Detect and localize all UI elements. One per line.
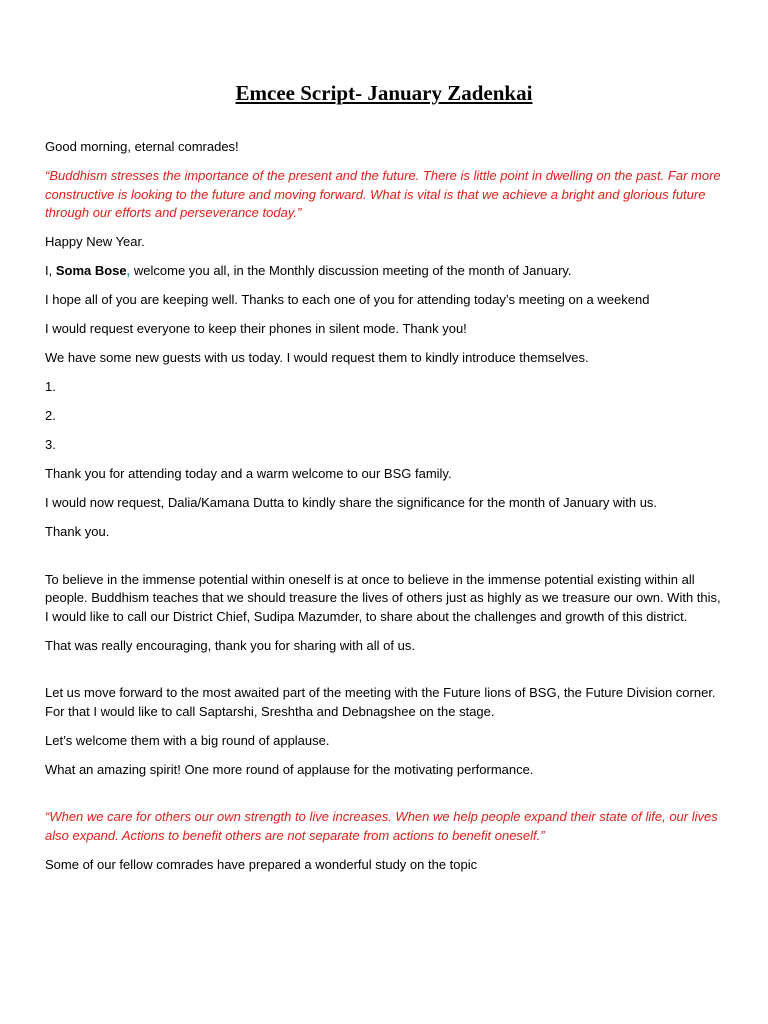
intro-prefix: I, (45, 263, 56, 278)
welcome-family-paragraph: Thank you for attending today and a warm welcome to our BSG family. (45, 466, 452, 481)
hope-paragraph: I hope all of you are keeping well. Thanks to each one of you for attending today’s meeting on a weekend (45, 292, 650, 307)
encouraging-paragraph: That was really encouraging, thank you for sharing with all of us. (45, 637, 415, 653)
intro-suffix: welcome you all, in the Monthly discussion meeting of the month of January. (130, 263, 572, 278)
list-item: 2. (45, 408, 56, 423)
document-title (0, 80, 768, 106)
thank-you-paragraph: Thank you. (45, 524, 110, 539)
potential-paragraph: To believe in the immense potential within oneself is at once to believe in the immense potential existing within all people. Buddhism teaches that we should treasure the lives of others just as highly as we treasure our own. With this, I would like to call our District Chief, Sudipa Mazumder, to share about the challenges and growth of this district. (45, 571, 721, 624)
emcee-name: Soma Bose (55, 263, 127, 278)
spirit-paragraph: What an amazing spirit! One more round of applause for the motivating performance. (45, 761, 534, 777)
list-item: 3. (45, 437, 56, 452)
guests-paragraph: We have some new guests with us today. I would request them to kindly introduce themselves. (45, 350, 589, 365)
phones-paragraph: I would request everyone to keep their phones in silent mode. Thank you! (45, 321, 467, 336)
study-paragraph: Some of our fellow comrades have prepared a wonderful study on the topic (45, 856, 478, 872)
intro-paragraph (45, 262, 725, 281)
document-title-text: Emcee Script- January Zadenkai (235, 81, 533, 105)
request-share-paragraph: I would now request, Dalia/Kamana Dutta to kindly share the significance for the month of January with us. (45, 495, 658, 510)
quote-paragraph-2: “When we care for others our own strength to live increases. When we help people expand their state of life, our lives also expand. Actions to benefit others are not separate from actions to benefit oneself.” (45, 809, 718, 843)
future-division-paragraph: Let us move forward to the most awaited part of the meeting with the Future lions of BSG, the Future Division corner. For that I would like to call Saptarshi, Sreshtha and Debnagshee on the stage. (45, 685, 716, 719)
quote-paragraph-1: “Buddhism stresses the importance of the present and the future. There is little point in dwelling on the past. Far more constructive is looking to the future and moving forward. What is vital is that we achieve a bright and glorious future through our efforts and perseverance today.” (45, 168, 721, 220)
greeting-paragraph: Good morning, eternal comrades! (45, 139, 239, 154)
applause-paragraph: Let’s welcome them with a big round of applause. (45, 732, 330, 748)
document-body (45, 138, 725, 885)
list-item: 1. (45, 379, 56, 394)
new-year-paragraph: Happy New Year. (45, 234, 145, 249)
intro-comma: , (126, 263, 131, 278)
